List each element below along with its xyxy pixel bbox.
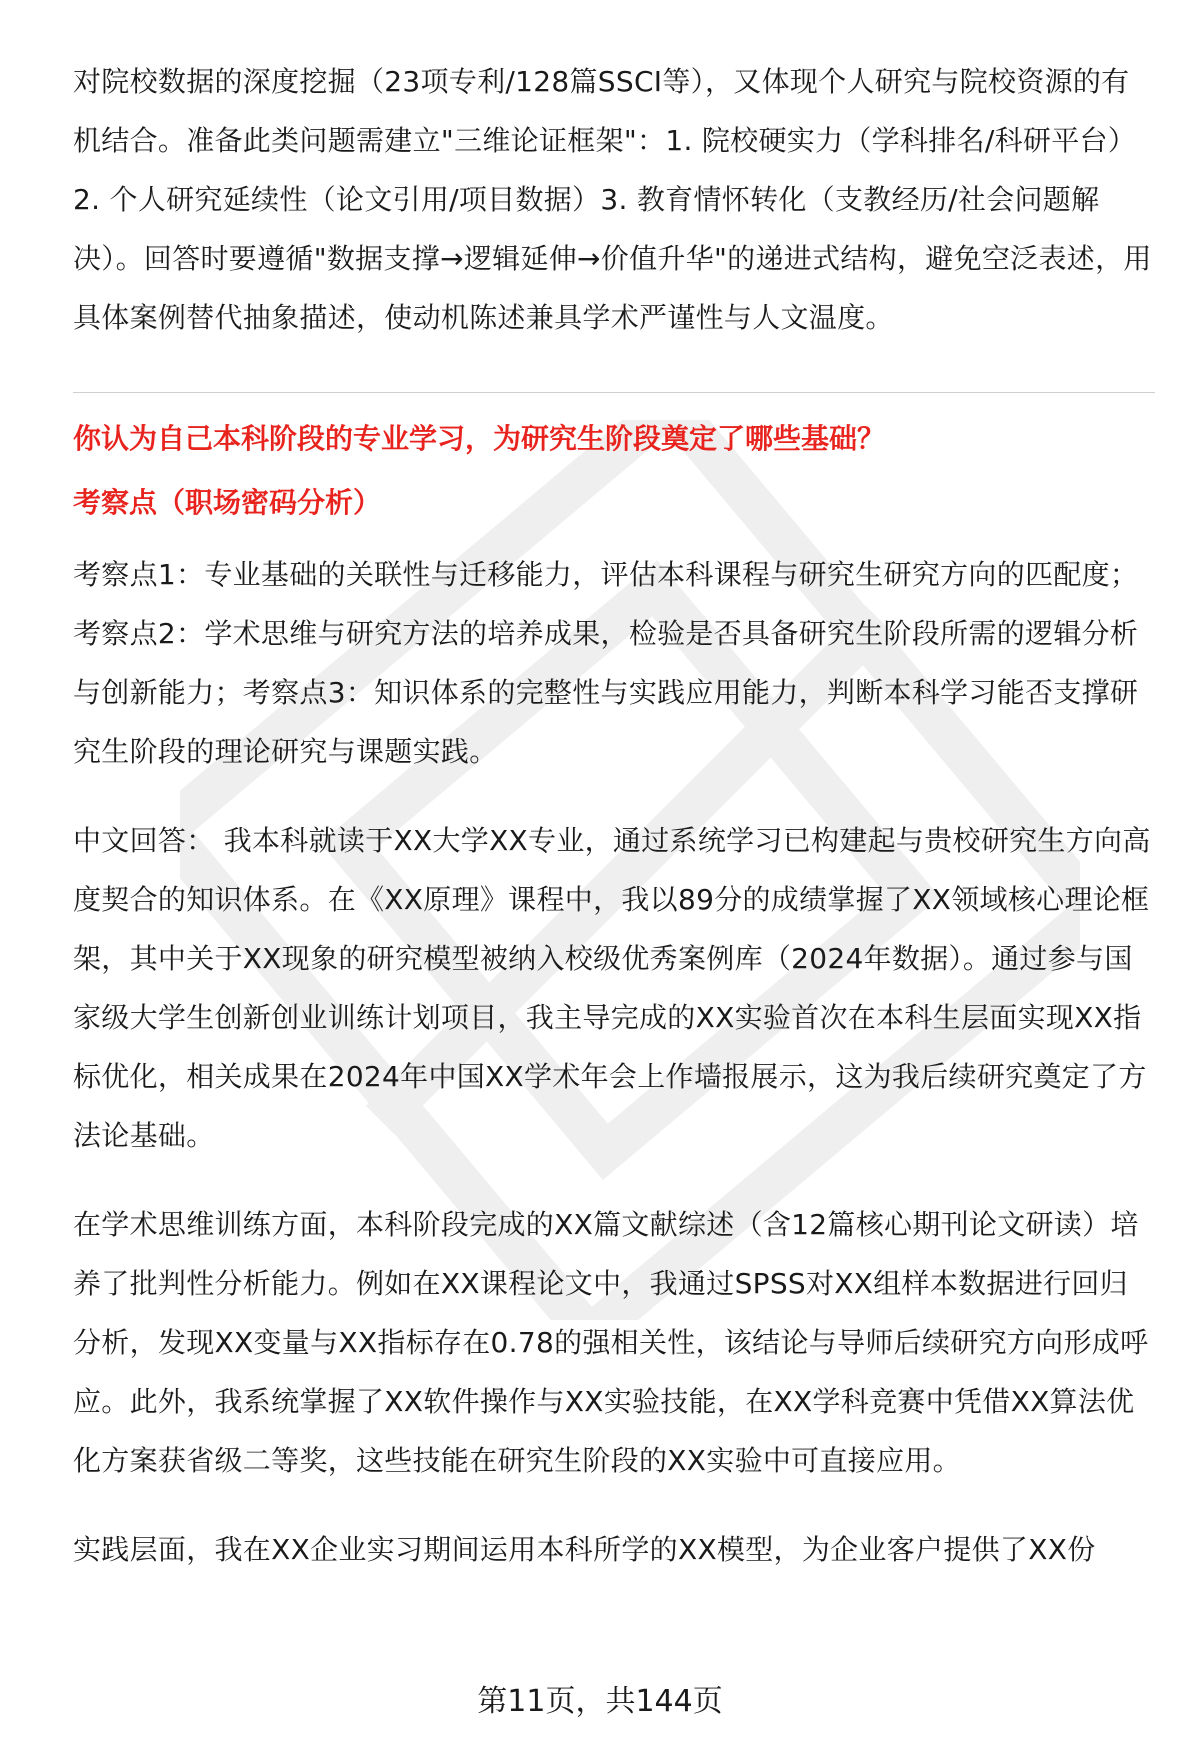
answer-paragraph-1: 中文回答： 我本科就读于XX大学XX专业，通过系统学习已构建起与贵校研究生方向高度契合的知识体系。在《XX原理》课程中，我以89分的成绩掌握了XX领域核心理论框架，其中关于XX现象的研究模型被纳入校级优秀案例库（2024年数据）。通过参与国家级大学生创新创业训练计划项目，我主导完成的XX实验首次在本科生层面实现XX指标优化，相关成果在2024年中国XX学术年会上作墙报展示，这为我后续研究奠定了方法论基础。 (73, 824, 1151, 1152)
exam-points-paragraph: 考察点1：专业基础的关联性与迁移能力，评估本科课程与研究生研究方向的匹配度；考察点2：学术思维与研究方法的培养成果，检验是否具备研究生阶段所需的逻辑分析与创新能力；考察点3：知识体系的完整性与实践应用能力，判断本科学习能否支撑研究生阶段的理论研究与课题实践。 (73, 558, 1139, 768)
answer-paragraph-2: 在学术思维训练方面，本科阶段完成的XX篇文献综述（含12篇核心期刊论文研读）培养了批判性分析能力。例如在XX课程论文中，我通过SPSS对XX组样本数据进行回归分析，发现XX变量与XX指标存在0.78的强相关性，该结论与导师后续研究方向形成呼应。此外，我系统掌握了XX软件操作与XX实验技能，在XX学科竞赛中凭借XX算法优化方案获省级二等奖，这些技能在研究生阶段的XX实验中可直接应用。 (73, 1208, 1149, 1477)
interview-question: 你认为自己本科阶段的专业学习，为研究生阶段奠定了哪些基础？ (73, 422, 886, 455)
answer-paragraph-3: 实践层面，我在XX企业实习期间运用本科所学的XX模型，为企业客户提供了XX份 (73, 1533, 1096, 1566)
section-title: 考察点（职场密码分析） (73, 486, 382, 519)
page-content (73, 52, 1155, 1579)
page-footer: 第11页，共144页 (477, 1684, 723, 1719)
section-divider (73, 392, 1155, 393)
intro-paragraph: 对院校数据的深度挖掘（23项专利/128篇SSCI等），又体现个人研究与院校资源的有机结合。准备此类问题需建立"三维论证框架"：1. 院校硬实力（学科排名/科研平台）2. 个人研究延续性（论文引用/项目数据）3. 教育情怀转化（支教经历/社会问题解决）。回答时要遵循"数据支撑→逻辑延伸→价值升华"的递进式结构，避免空泛表述，用具体案例替代抽象描述，使动机陈述兼具学术严谨性与人文温度。 (73, 65, 1152, 334)
